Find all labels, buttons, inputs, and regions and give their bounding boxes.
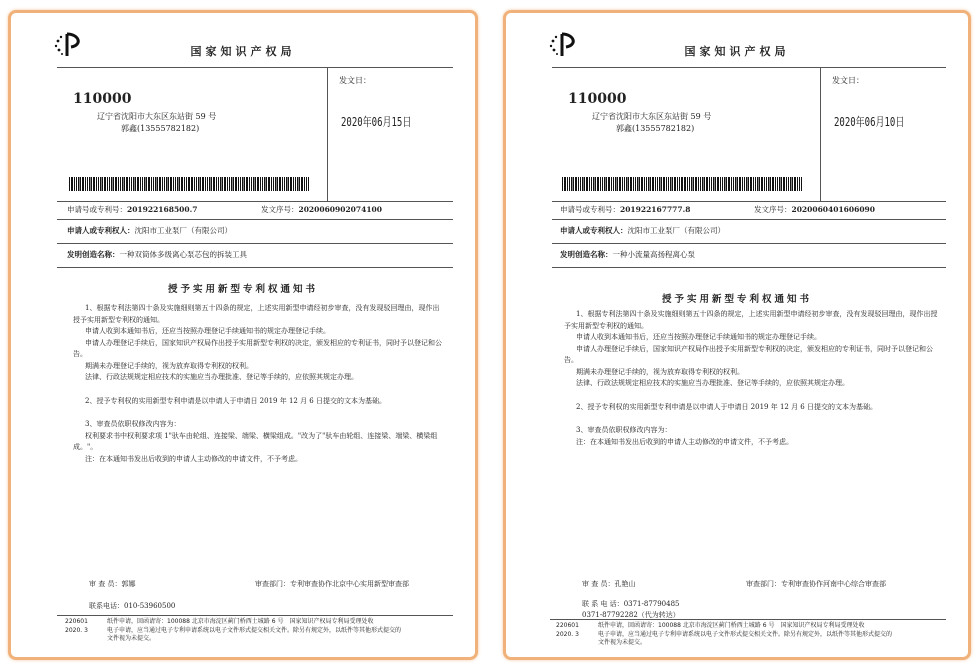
invention-label: 发明创造名称： — [67, 250, 120, 259]
divider — [552, 201, 946, 202]
patent-notice-document — [503, 10, 971, 660]
application-number-label: 申请号或专利号： — [67, 205, 127, 214]
department: 专利审查协作河南中心综合审查部 — [781, 580, 886, 588]
applicant-field — [67, 225, 232, 236]
notice-line: 纸件申请，回函请寄：100088 北京市海淀区蓟门桥西土城路 6 号 国家知识产权局专利局受理处收 — [598, 622, 865, 629]
paragraph: 注：在本通知书发出后收到的申请人主动修改的申请文件，不予考虑。 — [85, 454, 302, 463]
examiner-field — [582, 579, 635, 589]
application-number-field — [67, 204, 197, 215]
applicant-label: 申请人或专利权人： — [67, 226, 135, 235]
examiner-label: 审 查 员： — [89, 580, 122, 588]
divider — [552, 243, 946, 244]
divider — [550, 619, 946, 620]
divider — [57, 267, 453, 268]
postcode: 110000 — [73, 91, 132, 107]
serial-number: 2020060401606090 — [791, 205, 875, 214]
form-code — [556, 622, 579, 639]
applicant: 沈阳市工业泵厂（有限公司） — [134, 226, 232, 235]
phone-secondary: 0371-87792282（代为转达） — [582, 611, 680, 619]
address: 辽宁省沈阳市大东区东站街 59 号 — [592, 112, 712, 121]
invention-field — [67, 249, 247, 260]
patent-notice-document — [8, 10, 478, 660]
phone-label: 联 系 电 话： — [582, 600, 624, 608]
recipient: 郭鑫(13555782182) — [121, 124, 200, 133]
barcode-icon — [189, 177, 309, 191]
form-code — [65, 618, 88, 635]
application-number: 201922168500.7 — [127, 205, 198, 214]
invention-label: 发明创造名称： — [560, 250, 613, 259]
send-date-label: 发文日： — [339, 76, 371, 85]
paragraph: 注：在本通知书发出后收到的申请人主动修改的申请文件，不予考虑。 — [576, 437, 793, 446]
barcode-icon — [562, 177, 682, 191]
paragraph: 3、审查员依职权修改内容为： — [85, 420, 181, 428]
divider — [552, 267, 946, 268]
paragraph: 权利要求书中权利要求项 1"驮车由轮组、连接梁、端梁、横梁组成。"改为了"驮车由轮组、连接梁、端梁、横梁组成。"。 — [73, 431, 438, 451]
notice-body — [564, 309, 940, 448]
postcode: 110000 — [568, 91, 627, 107]
form-date: 2020. 3 — [556, 630, 579, 638]
paragraph: 申请人办理登记手续后，国家知识产权局作出授予实用新型专利权的决定，颁发相应的专利证书，同时予以登记和公告。 — [73, 338, 442, 358]
examiner-field — [89, 579, 135, 589]
phone-label: 联系电话： — [89, 602, 124, 610]
divider — [57, 615, 453, 616]
invention-field — [560, 249, 695, 260]
notice-line: 纸件申请，回函请寄：100088 北京市海淀区蓟门桥西土城路 6 号 国家知识产权局专利局受理处收 — [107, 618, 374, 625]
application-number-label: 申请号或专利号： — [560, 205, 620, 214]
send-date: 2020年06月15日 — [341, 115, 412, 129]
divider — [57, 219, 453, 220]
paragraph: 申请人办理登记手续后，国家知识产权局作出授予实用新型专利权的决定，颁发相应的专利证书，同时予以登记和公告。 — [564, 344, 933, 364]
serial-number: 2020060902074100 — [298, 205, 382, 214]
serial-number-field — [754, 204, 875, 215]
paragraph: 3、审查员依职权修改内容为： — [576, 426, 672, 434]
office-name: 国家知识产权局 — [190, 45, 296, 58]
mailing-notice — [107, 618, 401, 644]
form-number: 220601 — [65, 618, 88, 625]
serial-number-label: 发文序号： — [261, 205, 299, 214]
department: 专利审查协作北京中心实用新型审查部 — [290, 580, 409, 588]
applicant: 沈阳市工业泵厂（有限公司） — [627, 226, 725, 235]
application-number: 201922167777.8 — [620, 205, 691, 214]
office-name: 国家知识产权局 — [684, 45, 790, 58]
department-field — [746, 579, 886, 589]
paragraph: 申请人收到本通知书后，还应当按照办理登记手续通知书的规定办理登记手续。 — [576, 333, 821, 341]
application-number-field — [560, 204, 690, 215]
divider — [57, 243, 453, 244]
phone: 010-53960500 — [124, 602, 176, 610]
paragraph: 法律、行政法规规定相应技术的实施应当办理批准、登记等手续的，应依照其规定办理。 — [576, 379, 849, 387]
paragraph: 2、授予专利权的实用新型专利申请是以申请人于申请日 2019 年 12 月 6 日提交的文本为基础。 — [576, 402, 877, 411]
phone-field — [89, 601, 175, 611]
send-date-label: 发文日： — [832, 76, 864, 85]
divider — [552, 219, 946, 220]
paragraph: 期满未办理登记手续的，视为放弃取得专利权的权利。 — [576, 367, 744, 376]
address: 辽宁省沈阳市大东区东站街 59 号 — [97, 112, 217, 121]
paragraph: 法律、行政法规规定相应技术的实施应当办理批准、登记等手续的，应依照其规定办理。 — [85, 373, 358, 381]
phone: 0371-87790485 — [623, 600, 680, 608]
divider — [552, 67, 946, 68]
divider — [820, 67, 821, 201]
address-block — [592, 111, 711, 135]
paragraph: 1、根据专利法第四十条及实施细则第五十四条的规定，上述实用新型申请经初步审查，没有发现驳回理由，现作出授予实用新型专利权的通知。 — [73, 304, 440, 324]
serial-number-field — [261, 204, 382, 215]
mailing-notice — [598, 622, 892, 648]
department-label: 审查部门： — [255, 580, 290, 588]
notice-title: 授予实用新型专利权通知书 — [661, 294, 812, 305]
divider — [57, 67, 453, 68]
paragraph: 1、根据专利法第四十条及实施细则第五十四条的规定，上述实用新型申请经初步审查，没有发现驳回理由，现作出授予实用新型专利权的通知。 — [564, 310, 938, 330]
applicant-label: 申请人或专利权人： — [560, 226, 628, 235]
barcode-icon — [69, 177, 189, 191]
divider — [57, 201, 453, 202]
divider — [327, 67, 328, 201]
barcode-icon — [682, 177, 802, 191]
paragraph: 2、授予专利权的实用新型专利申请是以申请人于申请日 2019 年 12 月 6 日提交的文本为基础。 — [85, 396, 386, 405]
phone-field — [582, 599, 680, 609]
invention-name: 一种小流量高扬程离心泵 — [612, 250, 695, 259]
examiner: 郭娜 — [121, 580, 136, 588]
notice-body — [73, 303, 445, 465]
form-date: 2020. 3 — [65, 626, 88, 634]
department-field — [255, 579, 409, 589]
notice-line: 文件视为未提交。 — [107, 635, 156, 642]
department-label: 审查部门： — [746, 580, 781, 588]
notice-line: 文件视为未提交。 — [598, 639, 647, 646]
examiner: 孔艳山 — [614, 580, 636, 588]
send-date: 2020年06月10日 — [834, 115, 905, 129]
notice-line: 电子申请，应当通过电子专利申请系统以电子文件形式提交相关文件。除另有规定外，以纸件等其他形式提交的 — [107, 626, 402, 634]
paragraph: 期满未办理登记手续的，视为放弃取得专利权的权利。 — [85, 361, 253, 370]
applicant-field — [560, 225, 725, 236]
form-number: 220601 — [556, 622, 579, 629]
examiner-label: 审 查 员： — [582, 580, 615, 588]
invention-name: 一种双筒体多级离心泵芯包的拆装工具 — [119, 250, 247, 259]
address-block — [97, 111, 216, 135]
notice-line: 电子申请，应当通过电子专利申请系统以电子文件形式提交相关文件。除另有规定外，以纸件等其他形式提交的 — [598, 630, 893, 638]
notice-title: 授予实用新型专利权通知书 — [167, 284, 318, 295]
paragraph: 申请人收到本通知书后，还应当按照办理登记手续通知书的规定办理登记手续。 — [85, 327, 330, 335]
recipient: 郭鑫(13555782182) — [616, 124, 695, 133]
serial-number-label: 发文序号： — [754, 205, 792, 214]
